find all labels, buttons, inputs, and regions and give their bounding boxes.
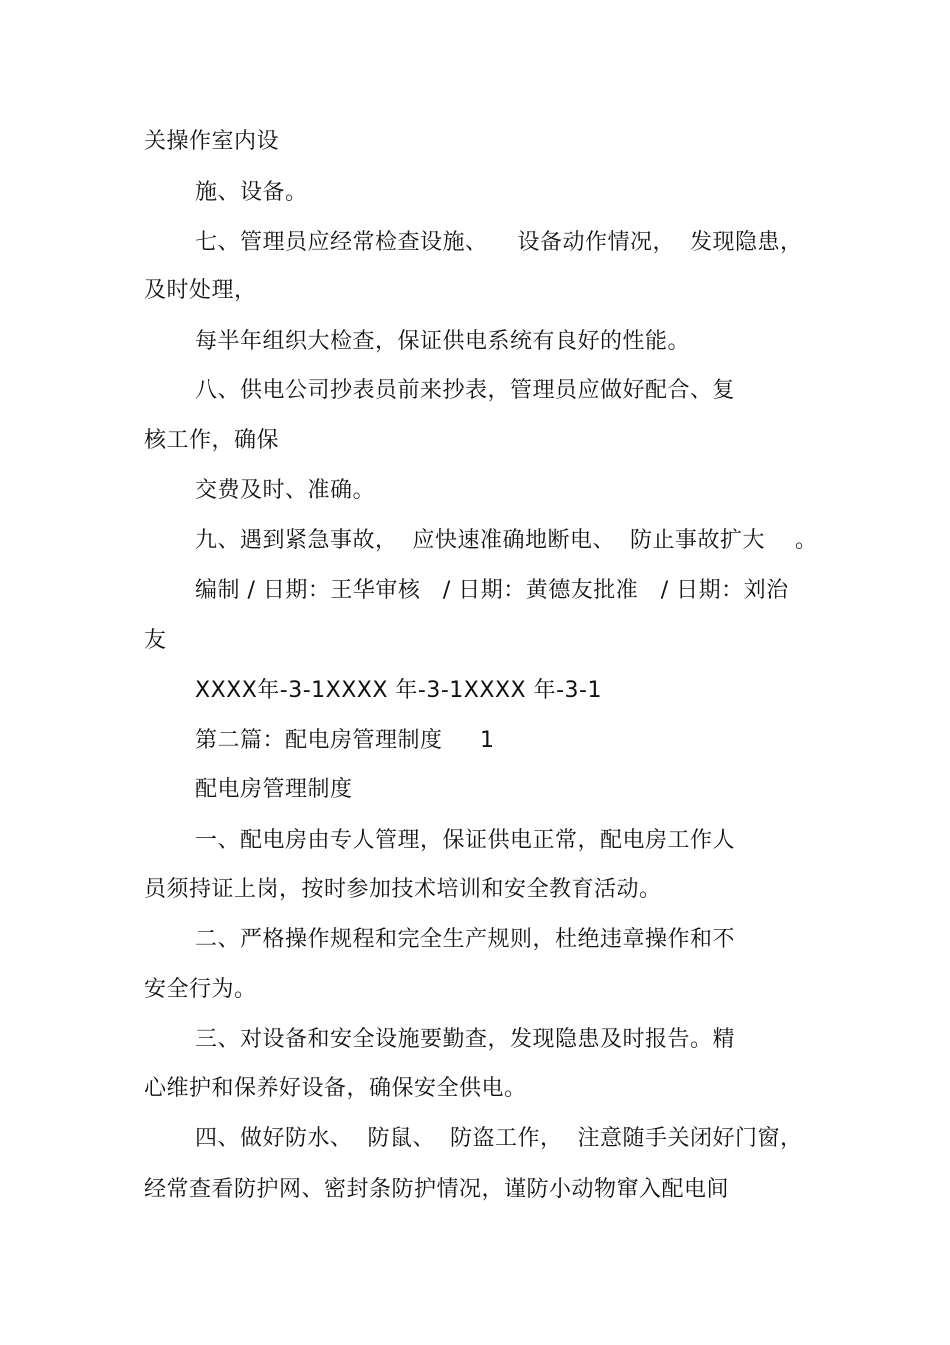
text-line: XXXX年-3-1XXXX 年-3-1XXXX 年-3-1: [195, 678, 602, 703]
text-line: 三、对设备和安全设施要勤查，发现隐患及时报告。精: [195, 1027, 736, 1052]
section-heading: 配电房管理制度: [195, 777, 353, 802]
text-line: 四、做好防水、 防鼠、 防盗工作， 注意随手关闭好门窗，: [195, 1126, 803, 1151]
text-line: 施、设备。: [195, 180, 308, 205]
text-line: 八、供电公司抄表员前来抄表，管理员应做好配合、复: [195, 378, 736, 403]
text-line: 心维护和保养好设备，确保安全供电。: [144, 1076, 527, 1101]
section-title: 第二篇：配电房管理制度 1: [195, 728, 495, 753]
text-line: 核工作，确保: [144, 428, 280, 453]
text-line: 及时处理，: [144, 278, 257, 303]
text-line: 一、配电房由专人管理，保证供电正常，配电房工作人: [195, 828, 736, 853]
text-line: 七、管理员应经常检查设施、 设备动作情况， 发现隐患，: [195, 230, 803, 255]
text-line: 交费及时、准确。: [195, 478, 376, 503]
text-line: 编制 / 日期：王华审核 / 日期：黄德友批准 / 日期：刘治: [195, 578, 789, 603]
text-line: 二、严格操作规程和完全生产规则，杜绝违章操作和不: [195, 927, 736, 952]
text-line: 九、遇到紧急事故， 应快速准确地断电、 防止事故扩大 。: [195, 528, 818, 553]
text-line: 每半年组织大检查，保证供电系统有良好的性能。: [195, 329, 691, 354]
text-line: 关操作室内设: [144, 129, 280, 154]
text-line: 安全行为。: [144, 977, 257, 1002]
text-line: 经常查看防护网、密封条防护情况，谨防小动物窜入配电间: [144, 1177, 730, 1202]
text-line: 友: [144, 628, 167, 653]
text-line: 员须持证上岗，按时参加技术培训和安全教育活动。: [144, 877, 662, 902]
